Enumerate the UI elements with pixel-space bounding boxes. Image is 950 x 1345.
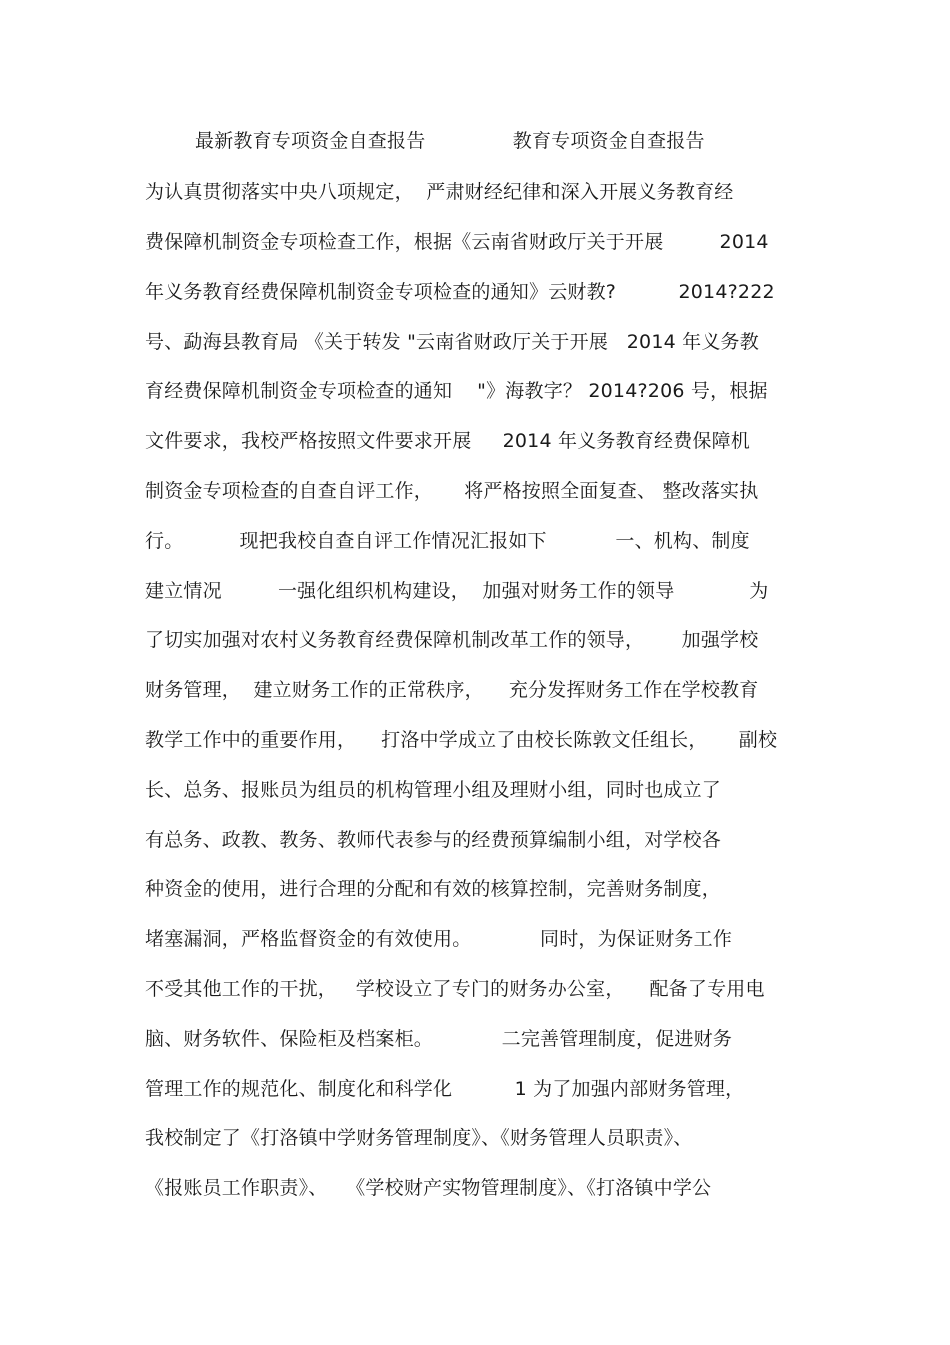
body-line-16: 堵塞漏洞，严格监督资金的有效使用。 同时，为保证财务工作 [145,928,733,950]
body-line-19: 管理工作的规范化、制度化和科学化 1 为了加强内部财务管理， [145,1078,745,1100]
body-line-4: 号、勐海县教育局 《关于转发 "云南省财政厅关于开展 2014 年义务教 [145,331,759,353]
body-line-13: 长、总务、报账员为组员的机构管理小组及理财小组，同时也成立了 [145,779,722,801]
body-line-12: 教学工作中的重要作用， 打洛中学成立了由校长陈敦文任组长， 副校 [145,729,778,751]
body-line-17: 不受其他工作的干扰， 学校设立了专门的财务办公室， 配备了专用电 [145,978,765,1000]
body-line-1: 为认真贯彻落实中央八项规定， 严肃财经纪律和深入开展义务教育经 [145,181,734,203]
body-line-3: 年义务教育经费保障机制资金专项检查的通知》云财教? 2014?222 [145,281,775,303]
body-line-2: 费保障机制资金专项检查工作，根据《云南省财政厅关于开展 2014 [145,231,769,253]
body-line-21: 《报账员工作职责》、 《学校财产实物管理制度》、《打洛镇中学公 [145,1177,712,1199]
body-line-6: 文件要求，我校严格按照文件要求开展 2014 年义务教育经费保障机 [145,430,750,452]
body-line-15: 种资金的使用，进行合理的分配和有效的核算控制，完善财务制度， [145,878,722,900]
body-line-7: 制资金专项检查的自查自评工作， 将严格按照全面复查、 整改落实执 [145,480,759,502]
body-line-9: 建立情况 一强化组织机构建设， 加强对财务工作的领导 为 [145,580,769,602]
body-line-11: 财务管理， 建立财务工作的正常秩序， 充分发挥财务工作在学校教育 [145,679,759,701]
body-line-20: 我校制定了《打洛镇中学财务管理制度》、《财务管理人员职责》、 [145,1127,693,1149]
body-line-10: 了切实加强对农村义务教育经费保障机制改革工作的领导， 加强学校 [145,629,759,651]
document-title-line: 最新教育专项资金自查报告 教育专项资金自查报告 [195,130,705,152]
body-line-14: 有总务、政教、教务、教师代表参与的经费预算编制小组，对学校各 [145,829,722,851]
body-line-8: 行。 现把我校自查自评工作情况汇报如下 一、机构、制度 [145,530,750,552]
body-line-5: 育经费保障机制资金专项检查的通知 "》海教字？ 2014?206 号，根据 [145,380,768,402]
body-line-18: 脑、财务软件、保险柜及档案柜。 二完善管理制度，促进财务 [145,1028,733,1050]
